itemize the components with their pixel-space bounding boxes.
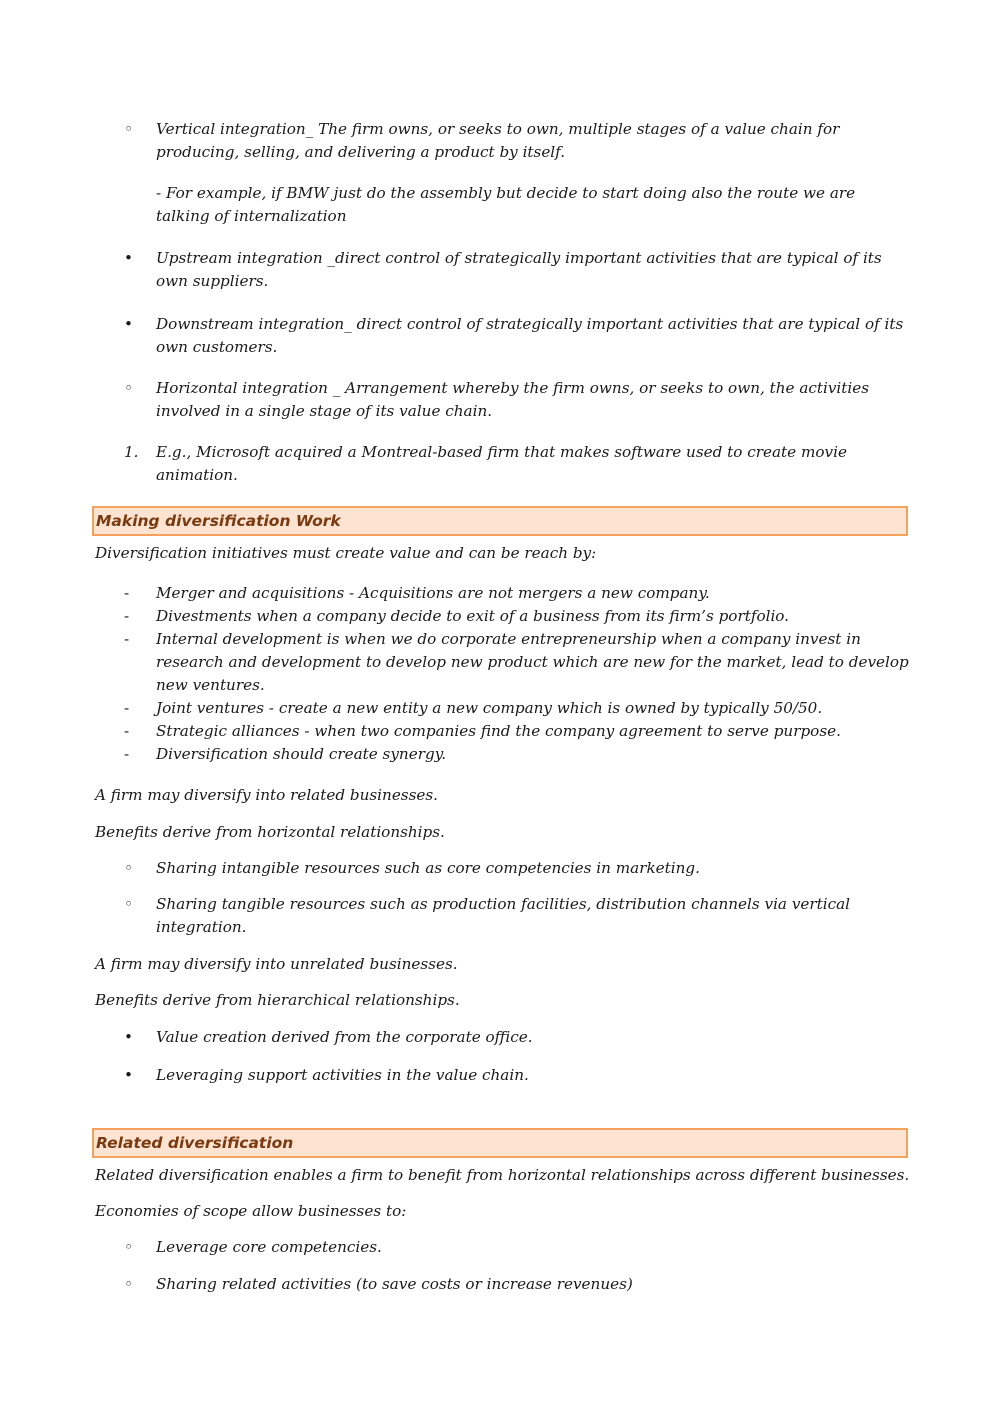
list-item-intangible-resources: Sharing intangible resources such as core competencies in marketing. — [156, 859, 700, 877]
paragraph-unrelated-businesses: A firm may diversify into unrelated businesses. — [95, 955, 458, 973]
dash-bullet-icon: - — [124, 584, 130, 602]
section-heading-making-diversification-work: Making diversification Work — [92, 506, 908, 536]
list-item-upstream-integration: Upstream integration _direct control of strategically important activities that are typical of its own suppliers. — [156, 249, 882, 290]
paragraph-related-diversification: Related diversification enables a firm to benefit from horizontal relationships across different businesses. — [95, 1166, 910, 1184]
list-item-text: Internal development is when we do corporate entrepreneurship when a company invest in research and development to develop new product which are new for the market, lead to develop new ventures. — [156, 630, 909, 694]
list-item-core-competencies: Leverage core competencies. — [156, 1238, 382, 1256]
list-item — [124, 743, 914, 766]
hollow-bullet-icon: ◦ — [124, 859, 133, 877]
dash-bullet-icon: - — [124, 699, 130, 717]
list-item-text: Strategic alliances - when two companies find the company agreement to serve purpose. — [156, 722, 841, 740]
list-item — [124, 720, 914, 743]
bullet-icon: • — [124, 1028, 133, 1046]
list-item-bmw-example: - For example, if BMW just do the assembly but decide to start doing also the route we are talking of internalization — [156, 184, 856, 225]
list-item — [124, 582, 914, 605]
list-item-text: Divestments when a company decide to exit of a business from its firm’s portfolio. — [156, 607, 790, 625]
dash-bullet-icon: - — [124, 745, 130, 763]
dash-bullet-icon: - — [124, 630, 130, 648]
section-heading-related-diversification: Related diversification — [92, 1128, 908, 1158]
list-item-text: Diversification should create synergy. — [156, 745, 447, 763]
bullet-icon: • — [124, 249, 133, 267]
paragraph-hierarchical-relationships: Benefits derive from hierarchical relationships. — [95, 991, 460, 1009]
list-item-microsoft-example: E.g., Microsoft acquired a Montreal-based firm that makes software used to create movie animation. — [156, 443, 847, 484]
hollow-bullet-icon: ◦ — [124, 1275, 133, 1293]
dash-bullet-icon: - — [124, 722, 130, 740]
list-item — [124, 697, 914, 720]
list-item-vertical-integration: Vertical integration_ The firm owns, or seeks to own, multiple stages of a value chain for producing, selling, and delivering a product by itself. — [156, 120, 840, 161]
list-item-tangible-resources: Sharing tangible resources such as production facilities, distribution channels via vertical integration. — [156, 895, 851, 936]
list-number: 1. — [124, 443, 139, 461]
paragraph-intro: Diversification initiatives must create value and can be reach by: — [95, 544, 597, 562]
list-item-support-activities: Leveraging support activities in the value chain. — [156, 1066, 529, 1084]
bullet-icon: • — [124, 315, 133, 333]
hollow-bullet-icon: ◦ — [124, 120, 133, 138]
paragraph-economies-of-scope: Economies of scope allow businesses to: — [95, 1202, 407, 1220]
list-item-horizontal-integration: Horizontal integration _ Arrangement whereby the firm owns, or seeks to own, the activities involved in a single stage of its value chain. — [156, 379, 870, 420]
list-item — [124, 605, 914, 628]
dash-bullet-icon: - — [124, 607, 130, 625]
hollow-bullet-icon: ◦ — [124, 895, 133, 913]
dash-list — [124, 582, 914, 766]
list-item-corporate-office: Value creation derived from the corporate office. — [156, 1028, 533, 1046]
hollow-bullet-icon: ◦ — [124, 1238, 133, 1256]
list-item-sharing-activities: Sharing related activities (to save costs or increase revenues) — [156, 1275, 633, 1293]
list-item — [124, 628, 914, 697]
paragraph-horizontal-relationships: Benefits derive from horizontal relationships. — [95, 823, 445, 841]
list-item-text: Joint ventures - create a new entity a new company which is owned by typically 50/50. — [156, 699, 823, 717]
bullet-icon: • — [124, 1066, 133, 1084]
list-item-text: Merger and acquisitions - Acquisitions are not mergers a new company. — [156, 584, 710, 602]
list-item-downstream-integration: Downstream integration_ direct control of strategically important activities that are typical of its own customers. — [156, 315, 904, 356]
hollow-bullet-icon: ◦ — [124, 379, 133, 397]
paragraph-related-businesses: A firm may diversify into related businesses. — [95, 786, 439, 804]
